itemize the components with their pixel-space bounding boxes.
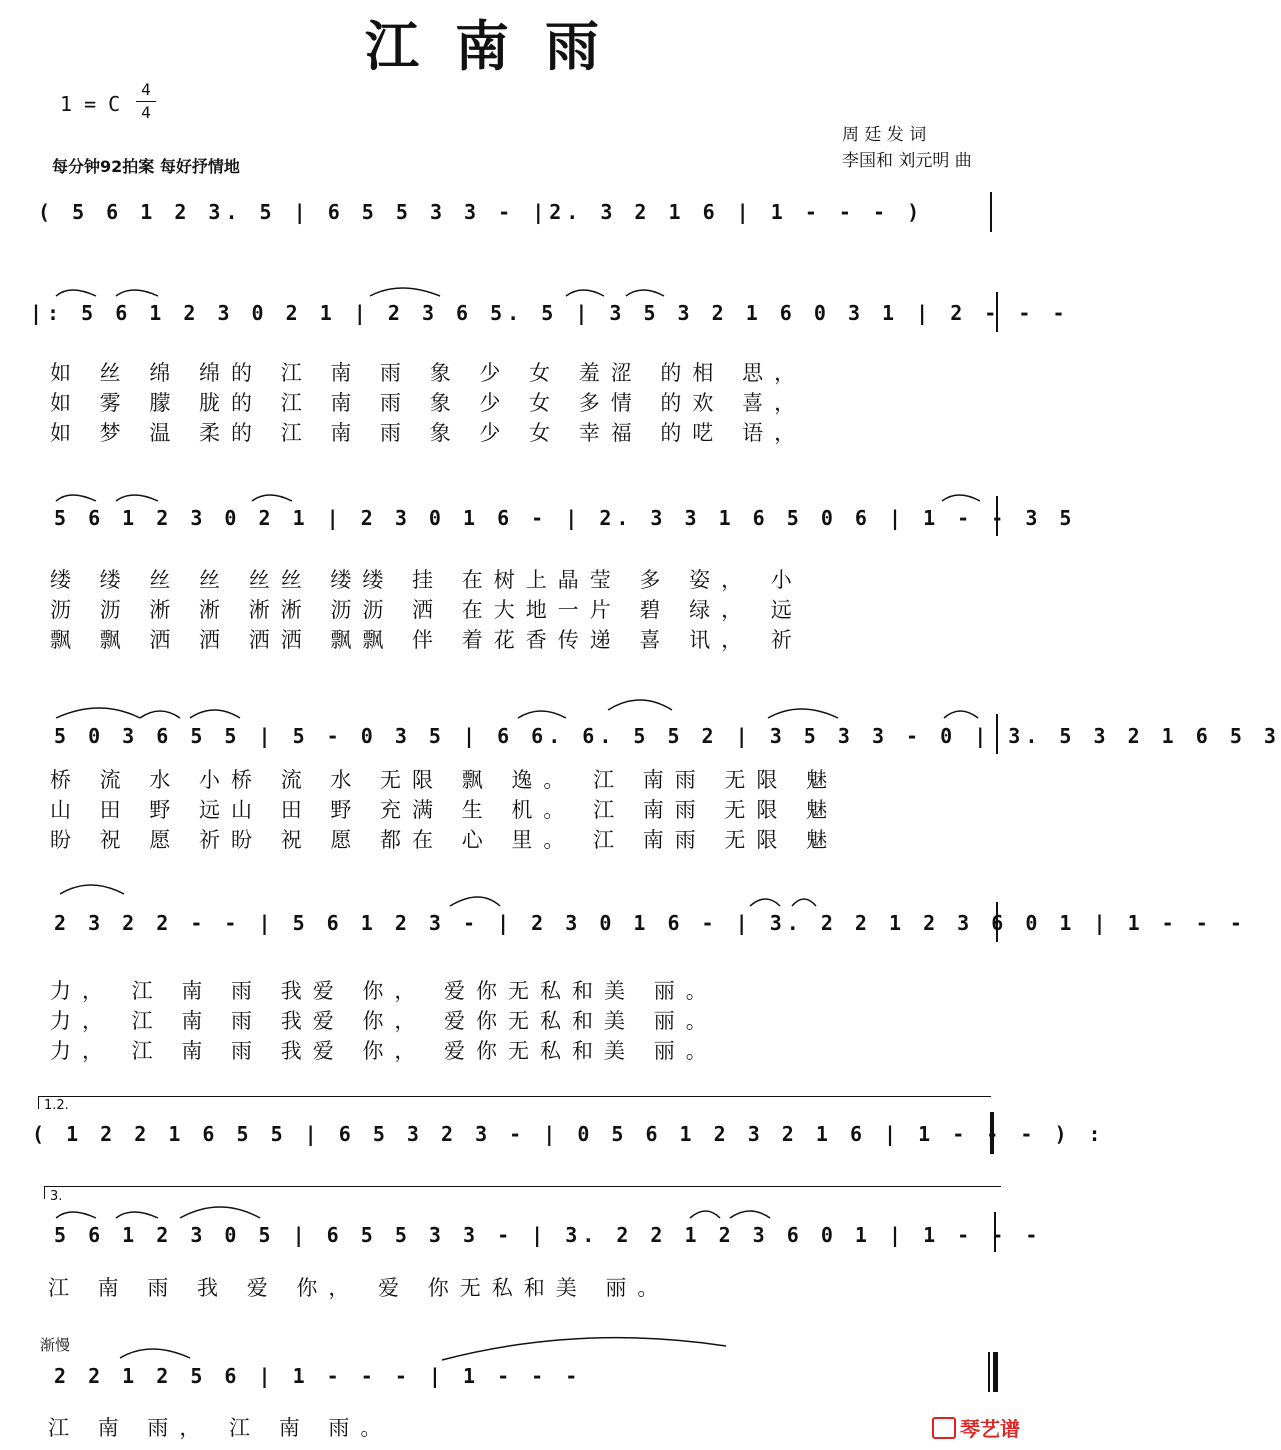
slur: [190, 710, 240, 718]
slur: [626, 290, 664, 296]
notation-row-5: ( 1 2 2 1 6 5 5 | 6 5 3 2 3 - | 0 5 6 1 2 3 2 1 6 | 1 - - - ) :: [32, 1122, 1106, 1146]
lyric-line-verse1: 缕 缕 丝 丝 丝丝 缕缕 挂 在树上晶莹 多 姿， 小: [50, 568, 803, 592]
slur: [60, 885, 124, 894]
time-sig-numerator: 4: [141, 80, 151, 99]
volta-label: 1.2.: [44, 1098, 69, 1113]
piano-logo-icon: [932, 1417, 956, 1439]
lyric-line-verse2: 如 雾 朦 胧的 江 南 雨 象 少 女 多情 的欢 喜，: [50, 391, 807, 415]
lyric-line-coda: 江 南 雨 我 爱 你， 爱 你无私和美 丽。: [48, 1276, 670, 1300]
slur: [370, 288, 440, 296]
lyric-line-verse3: 如 梦 温 柔的 江 南 雨 象 少 女 幸福 的呓 语，: [50, 421, 807, 445]
slur: [56, 708, 140, 718]
slur: [450, 897, 500, 906]
slur: [792, 899, 816, 906]
slur: [690, 1211, 720, 1218]
slur: [942, 495, 980, 501]
lyric-line-verse1: 力， 江 南 雨 我爱 你， 爱你无私和美 丽。: [50, 979, 718, 1003]
slur: [944, 711, 978, 718]
notation-row-7: 2 2 1 2 5 6 | 1 - - - | 1 - - -: [54, 1364, 583, 1388]
notation-row-1: |: 5 6 1 2 3 0 2 1 | 2 3 6 5. 5 | 3 5 3 2 1 6 0 3 1 | 2 - - -: [30, 301, 1070, 325]
slur: [252, 495, 292, 501]
lyric-line-verse1: 桥 流 水 小桥 流 水 无限 飘 逸。 江 南雨 无限 魅: [50, 768, 839, 792]
lyric-line-verse2: 沥 沥 淅 淅 淅淅 沥沥 洒 在大地一片 碧 绿， 远: [50, 598, 803, 622]
lyric-line-verse2: 力， 江 南 雨 我爱 你， 爱你无私和美 丽。: [50, 1009, 718, 1033]
ritardando-marking: 渐慢: [40, 1336, 71, 1354]
lyric-line-ending: 江 南 雨， 江 南 雨。: [48, 1416, 393, 1440]
slur: [730, 1211, 770, 1218]
key-signature: 1 = C: [60, 92, 121, 116]
lyric-line-verse3: 飘 飘 洒 洒 洒洒 飘飘 伴 着花香传递 喜 讯， 祈: [50, 628, 803, 652]
slur: [116, 290, 158, 296]
time-sig-denominator: 4: [141, 103, 151, 122]
tempo-marking: 每分钟92拍案 每好抒情地: [52, 157, 240, 176]
lyric-line-verse3: 力， 江 南 雨 我爱 你， 爱你无私和美 丽。: [50, 1039, 718, 1063]
slur: [518, 711, 566, 718]
slur: [140, 711, 180, 718]
slur: [608, 700, 672, 710]
lyric-line-verse3: 盼 祝 愿 祈盼 祝 愿 都在 心 里。 江 南雨 无限 魅: [50, 828, 839, 852]
watermark-text: 琴艺谱: [960, 1417, 1020, 1441]
watermark-logo: [932, 1413, 1020, 1442]
slur: [768, 709, 838, 718]
slur: [116, 1212, 158, 1218]
slur: [566, 290, 604, 296]
slur: [750, 899, 780, 906]
notation-row-3: 5 0 3 6 5 5 | 5 - 0 3 5 | 6 6. 6. 5 5 2 | 3 5 3 3 - 0 | 3. 5 3 2 1 6 5 3: [54, 724, 1281, 748]
lyric-line-verse2: 山 田 野 远山 田 野 充满 生 机。 江 南雨 无限 魅: [50, 798, 839, 822]
notation-row-intro: ( 5 6 1 2 3. 5 | 6 5 5 3 3 - |2. 3 2 1 6 | 1 - - - ): [38, 200, 925, 224]
lyric-line-verse1: 如 丝 绵 绵的 江 南 雨 象 少 女 羞涩 的相 思，: [50, 361, 807, 385]
slur: [442, 1338, 726, 1360]
composer-credit: 李国和 刘元明 曲: [842, 151, 972, 171]
lyricist-credit: 周 廷 发 词: [842, 125, 927, 145]
volta-label: 3.: [50, 1189, 63, 1204]
slur: [180, 1207, 260, 1218]
slur: [56, 1212, 96, 1218]
notation-row-4: 2 3 2 2 - - | 5 6 1 2 3 - | 2 3 0 1 6 - | 3. 2 2 1 2 3 6 0 1 | 1 - - -: [54, 911, 1247, 935]
slur: [116, 495, 158, 501]
slur: [120, 1349, 190, 1358]
slur: [56, 495, 96, 501]
notation-row-2: 5 6 1 2 3 0 2 1 | 2 3 0 1 6 - | 2. 3 3 1 6 5 0 6 | 1 - - 3 5: [54, 506, 1077, 530]
song-title: 江南雨: [365, 15, 635, 78]
slur: [56, 290, 96, 296]
notation-row-6: 5 6 1 2 3 0 5 | 6 5 5 3 3 - | 3. 2 2 1 2 3 6 0 1 | 1 - - -: [54, 1223, 1043, 1247]
